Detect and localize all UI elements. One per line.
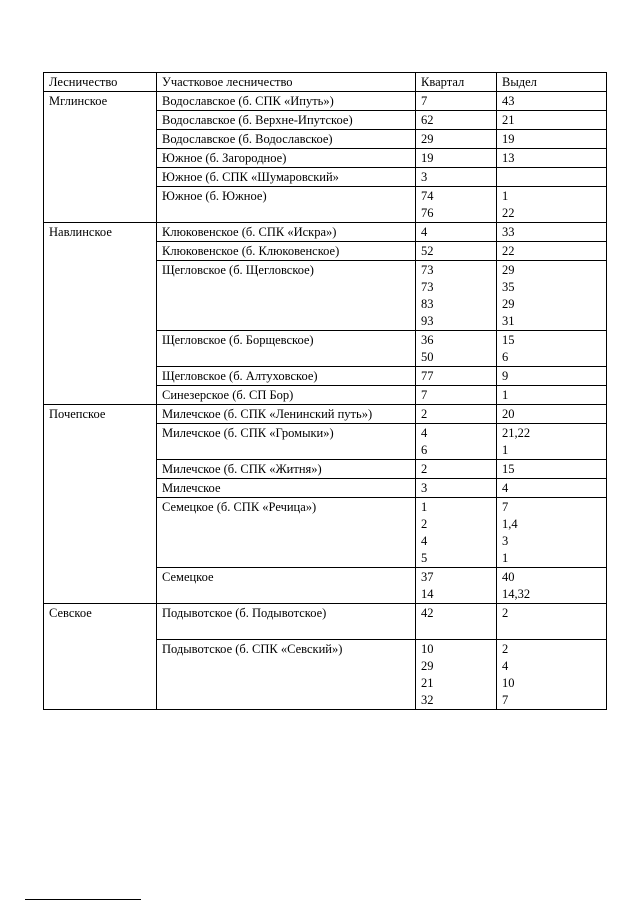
plot-cell (497, 223, 607, 242)
forestry-cell: Почепское (44, 405, 157, 604)
quarter-cell (416, 187, 497, 223)
quarter-value: 37 (421, 570, 434, 584)
header-quarter: Квартал (416, 73, 497, 92)
quarter-cell (416, 130, 497, 149)
quarter-value: 73 (421, 280, 434, 294)
plot-value: 1 (502, 189, 509, 203)
footnote-rule (25, 899, 141, 900)
plot-value: 14,32 (502, 587, 531, 601)
plot-value: 6 (502, 350, 509, 364)
plot-cell (497, 111, 607, 130)
quarter-value: 74 (421, 189, 434, 203)
table-row (44, 405, 607, 424)
plot-cell (497, 424, 607, 460)
quarter-value: 10 (421, 642, 434, 656)
quarter-value: 77 (421, 369, 434, 383)
plot-cell (497, 130, 607, 149)
quarter-value (421, 622, 496, 639)
plot-value: 13 (502, 151, 515, 165)
plot-cell (497, 498, 607, 568)
quarter-cell (416, 386, 497, 405)
table-row (44, 223, 607, 242)
plot-value: 15 (502, 333, 515, 347)
plot-cell (497, 168, 607, 187)
quarter-value: 4 (421, 534, 428, 548)
quarter-value: 76 (421, 206, 434, 220)
district-cell: Щегловское (б. Алтуховское) (157, 367, 416, 386)
quarter-value: 32 (421, 693, 434, 707)
plot-value: 21,22 (502, 426, 531, 440)
plot-cell (497, 92, 607, 111)
plot-value: 9 (502, 369, 509, 383)
quarter-value: 42 (421, 606, 434, 620)
district-cell: Водославское (б. Водославское) (157, 130, 416, 149)
district-cell: Щегловское (б. Щегловское) (157, 261, 416, 331)
plot-cell (497, 331, 607, 367)
quarter-value: 29 (421, 659, 434, 673)
quarter-value: 2 (421, 407, 428, 421)
header-forestry: Лесничество (44, 73, 157, 92)
district-cell: Южное (б. Южное) (157, 187, 416, 223)
quarter-cell (416, 498, 497, 568)
plot-cell (497, 187, 607, 223)
quarter-value: 19 (421, 151, 434, 165)
plot-value: 10 (502, 676, 515, 690)
plot-cell (497, 386, 607, 405)
quarter-value: 2 (421, 462, 428, 476)
district-cell: Семецкое (б. СПК «Речица») (157, 498, 416, 568)
plot-value: 22 (502, 244, 515, 258)
quarter-cell (416, 261, 497, 331)
quarter-cell (416, 568, 497, 604)
district-cell: Синезерское (б. СП Бор) (157, 386, 416, 405)
quarter-value: 2 (421, 517, 428, 531)
plot-value: 1 (502, 551, 509, 565)
district-cell: Милечское (б. СПК «Житня») (157, 460, 416, 479)
quarter-cell (416, 460, 497, 479)
plot-value: 33 (502, 225, 515, 239)
header-row (44, 73, 607, 92)
quarter-value: 3 (421, 481, 428, 495)
header-plot: Выдел (497, 73, 607, 92)
quarter-cell (416, 223, 497, 242)
district-cell: Милечское (б. СПК «Ленинский путь») (157, 405, 416, 424)
quarter-value: 36 (421, 333, 434, 347)
forestry-cell: Мглинское (44, 92, 157, 223)
table-row (44, 604, 607, 640)
quarter-cell (416, 92, 497, 111)
header-district: Участковое лесничество (157, 73, 416, 92)
plot-cell (497, 568, 607, 604)
plot-value: 2 (502, 642, 509, 656)
district-cell: Милечское (157, 479, 416, 498)
plot-value: 2 (502, 606, 509, 620)
quarter-value: 14 (421, 587, 434, 601)
district-cell: Щегловское (б. Борщевское) (157, 331, 416, 367)
quarter-cell (416, 640, 497, 710)
plot-value: 35 (502, 280, 515, 294)
quarter-cell (416, 111, 497, 130)
plot-value: 3 (502, 534, 509, 548)
plot-value: 4 (502, 659, 509, 673)
quarter-value: 83 (421, 297, 434, 311)
quarter-value: 7 (421, 94, 428, 108)
plot-value: 1,4 (502, 517, 518, 531)
plot-cell (497, 479, 607, 498)
quarter-value: 4 (421, 426, 428, 440)
quarter-cell (416, 168, 497, 187)
quarter-value: 62 (421, 113, 434, 127)
quarter-value: 6 (421, 443, 428, 457)
quarter-cell (416, 479, 497, 498)
quarter-value: 29 (421, 132, 434, 146)
plot-value: 4 (502, 481, 509, 495)
quarter-value: 52 (421, 244, 434, 258)
plot-value: 31 (502, 314, 515, 328)
district-cell: Клюковенское (б. Клюковенское) (157, 242, 416, 261)
plot-value: 22 (502, 206, 515, 220)
quarter-value: 3 (421, 170, 428, 184)
plot-cell (497, 242, 607, 261)
quarter-cell (416, 604, 497, 640)
plot-value: 19 (502, 132, 515, 146)
plot-cell (497, 149, 607, 168)
plot-value (502, 169, 606, 186)
plot-cell (497, 640, 607, 710)
district-cell: Водославское (б. Верхне-Ипутское) (157, 111, 416, 130)
plot-value: 29 (502, 263, 515, 277)
plot-cell (497, 261, 607, 331)
quarter-value: 5 (421, 551, 428, 565)
forestry-table (43, 72, 607, 710)
quarter-cell (416, 367, 497, 386)
quarter-cell (416, 331, 497, 367)
district-cell: Милечское (б. СПК «Громыки») (157, 424, 416, 460)
plot-cell (497, 367, 607, 386)
quarter-value: 1 (421, 500, 428, 514)
quarter-value: 50 (421, 350, 434, 364)
plot-value: 20 (502, 407, 515, 421)
district-cell: Семецкое (157, 568, 416, 604)
plot-value: 43 (502, 94, 515, 108)
quarter-value: 7 (421, 388, 428, 402)
quarter-cell (416, 424, 497, 460)
plot-value: 40 (502, 570, 515, 584)
plot-value: 7 (502, 500, 509, 514)
district-cell: Южное (б. СПК «Шумаровский» (157, 168, 416, 187)
plot-value (502, 622, 606, 639)
plot-cell (497, 460, 607, 479)
forestry-cell: Навлинское (44, 223, 157, 405)
quarter-value: 4 (421, 225, 428, 239)
table-body (44, 92, 607, 710)
district-cell: Водославское (б. СПК «Ипуть») (157, 92, 416, 111)
plot-value: 1 (502, 388, 509, 402)
quarter-value: 73 (421, 263, 434, 277)
district-cell: Подывотское (б. СПК «Севский») (157, 640, 416, 710)
quarter-cell (416, 242, 497, 261)
plot-cell (497, 604, 607, 640)
district-cell: Клюковенское (б. СПК «Искра») (157, 223, 416, 242)
forestry-cell: Севское (44, 604, 157, 710)
plot-value: 29 (502, 297, 515, 311)
plot-value: 1 (502, 443, 509, 457)
district-cell: Южное (б. Загородное) (157, 149, 416, 168)
quarter-cell (416, 149, 497, 168)
plot-value: 21 (502, 113, 515, 127)
quarter-value: 21 (421, 676, 434, 690)
plot-value: 7 (502, 693, 509, 707)
district-cell: Подывотское (б. Подывотское) (157, 604, 416, 640)
plot-cell (497, 405, 607, 424)
quarter-value: 93 (421, 314, 434, 328)
quarter-cell (416, 405, 497, 424)
plot-value: 15 (502, 462, 515, 476)
table-row (44, 92, 607, 111)
